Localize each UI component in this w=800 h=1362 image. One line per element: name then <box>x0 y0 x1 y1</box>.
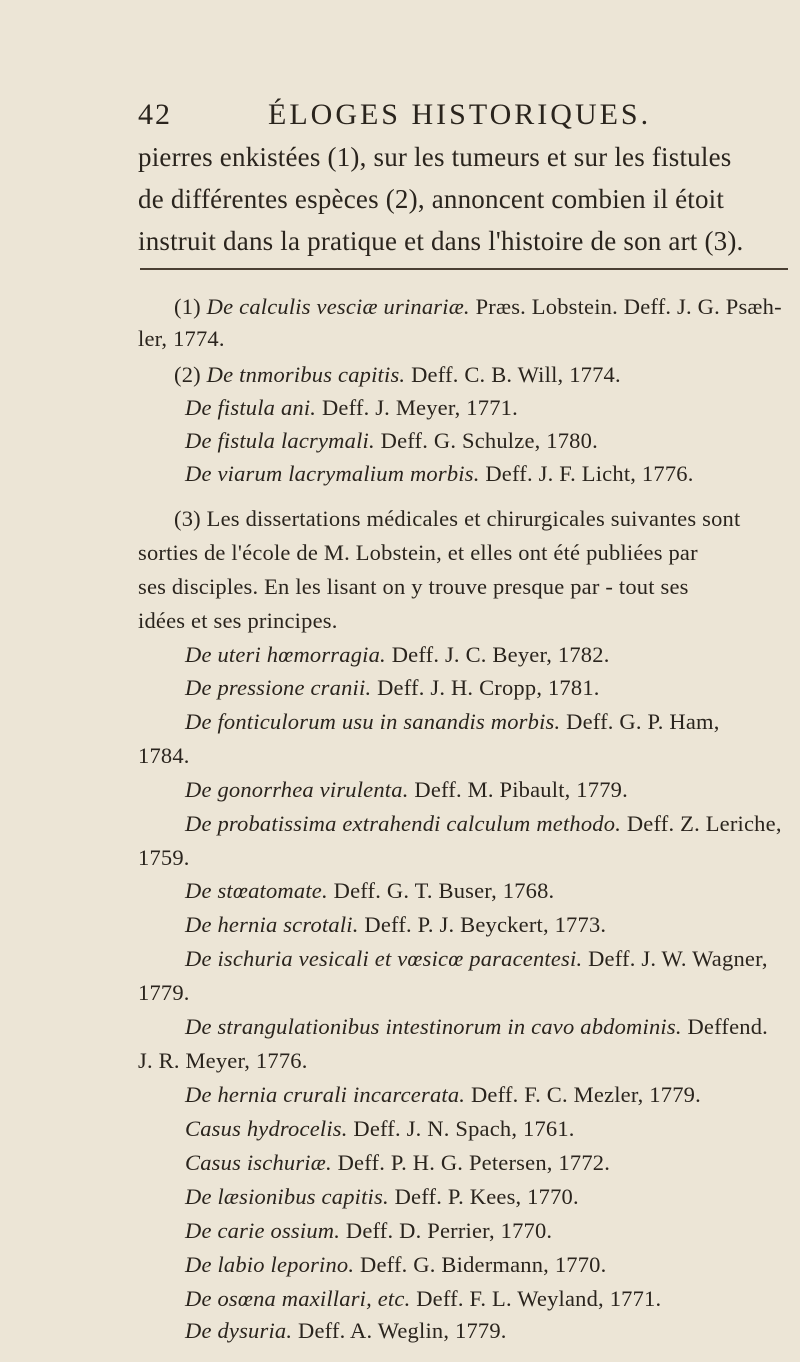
footnote-1-continuation: ler, 1774. <box>138 326 225 351</box>
latin-title: De viarum lacrymalium morbis. <box>185 461 480 486</box>
citation: Deff. A. Weglin, 1779. <box>298 1318 507 1343</box>
dissertation-entry <box>185 912 785 938</box>
footnote-text: sorties de l'école de M. Lobstein, et elles ont été publiées par <box>138 540 698 565</box>
latin-title: De hernia crurali incarcerata. <box>185 1082 466 1107</box>
footnote-entry <box>185 395 785 421</box>
dissertation-entry-continuation: 1779. <box>138 980 190 1005</box>
footnote-divider <box>140 268 788 270</box>
footnote-1 <box>174 294 788 320</box>
citation: Deff. P. Kees, 1770. <box>394 1184 579 1209</box>
citation: Deff. D. Perrier, 1770. <box>345 1218 553 1243</box>
latin-title: De fistula lacrymali. <box>185 428 375 453</box>
citation: Deff. P. J. Beyckert, 1773. <box>364 912 607 937</box>
dissertation-entry-continuation: J. R. Meyer, 1776. <box>138 1048 308 1073</box>
footnote-entry <box>185 428 785 454</box>
citation: Deff. G. Schulze, 1780. <box>380 428 598 453</box>
footnote-marker: (3) <box>174 506 201 531</box>
citation: Deffend. <box>687 1014 769 1039</box>
dissertation-entry <box>185 1116 785 1142</box>
citation: Deff. Z. Leriche, <box>626 811 782 836</box>
latin-title: De hernia scrotali. <box>185 912 359 937</box>
latin-title: Casus ischuriæ. <box>185 1150 332 1175</box>
latin-title: De gonorrhea virulenta. <box>185 777 409 802</box>
latin-title: De tnmoribus capitis. <box>206 362 406 387</box>
footnote-entry <box>185 461 785 487</box>
dissertation-entry <box>185 1082 785 1108</box>
body-line: pierres enkistées (1), sur les tumeurs et sur les fistules <box>138 142 732 172</box>
dissertation-entry <box>185 811 785 837</box>
dissertation-entry <box>185 642 785 668</box>
latin-title: Casus hydrocelis. <box>185 1116 348 1141</box>
citation: Deff. M. Pibault, 1779. <box>414 777 628 802</box>
citation: Deff. G. P. Ham, <box>566 709 720 734</box>
citation: Deff. F. L. Weyland, 1771. <box>416 1286 662 1311</box>
dissertation-entry <box>185 675 785 701</box>
dissertation-entry <box>185 1318 785 1344</box>
latin-title: De labio leporino. <box>185 1252 355 1277</box>
citation: Deff. J. Meyer, 1771. <box>321 395 518 420</box>
dissertation-entry <box>185 1252 785 1278</box>
latin-title: De fistula ani. <box>185 395 317 420</box>
citation: Deff. J. W. Wagner, <box>588 946 768 971</box>
latin-title: De osœna maxillari, etc. <box>185 1286 411 1311</box>
latin-title: De calculis vesciæ urinariæ. <box>206 294 470 319</box>
page-number: 42 <box>138 98 172 131</box>
footnote-2 <box>174 362 788 388</box>
footnote-3 <box>174 506 788 532</box>
citation: Deff. G. T. Buser, 1768. <box>333 878 555 903</box>
citation: Deff. J. H. Cropp, 1781. <box>377 675 600 700</box>
citation: Deff. J. F. Licht, 1776. <box>485 461 694 486</box>
footnote-text: idées et ses principes. <box>138 608 338 633</box>
page-header <box>138 98 698 138</box>
latin-title: De fonticulorum usu in sanandis morbis. <box>185 709 561 734</box>
dissertation-entry <box>185 878 785 904</box>
body-line: de différentes espèces (2), annoncent combien il étoit <box>138 184 725 214</box>
latin-title: De læsionibus capitis. <box>185 1184 389 1209</box>
dissertation-entry <box>185 1286 785 1312</box>
body-line: instruit dans la pratique et dans l'histoire de son art (3). <box>138 226 744 256</box>
latin-title: De dysuria. <box>185 1318 293 1343</box>
footnote-text: Les dissertations médicales et chirurgicales suivantes sont <box>206 506 741 531</box>
citation: Deff. G. Bidermann, 1770. <box>360 1252 607 1277</box>
dissertation-entry <box>185 709 785 735</box>
dissertation-entry-continuation: 1784. <box>138 743 190 768</box>
citation: Deff. C. B. Will, 1774. <box>411 362 621 387</box>
dissertation-entry <box>185 777 785 803</box>
dissertation-entry <box>185 1150 785 1176</box>
latin-title: De ischuria vesicali et vœsicœ paracentesi. <box>185 946 583 971</box>
dissertation-entry <box>185 946 785 972</box>
latin-title: De strangulationibus intestinorum in cavo abdominis. <box>185 1014 682 1039</box>
dissertation-entry-continuation: 1759. <box>138 845 190 870</box>
dissertation-entry <box>185 1184 785 1210</box>
latin-title: De stœatomate. <box>185 878 328 903</box>
citation: Deff. J. N. Spach, 1761. <box>353 1116 575 1141</box>
citation: Deff. F. C. Mezler, 1779. <box>470 1082 701 1107</box>
latin-title: De carie ossium. <box>185 1218 341 1243</box>
citation: Deff. P. H. G. Petersen, 1772. <box>337 1150 611 1175</box>
latin-title: De uteri hœmorragia. <box>185 642 386 667</box>
footnote-marker: (1) <box>174 294 201 319</box>
latin-title: De pressione cranii. <box>185 675 372 700</box>
latin-title: De probatissima extrahendi calculum methodo. <box>185 811 622 836</box>
dissertation-entry <box>185 1218 785 1244</box>
running-title: ÉLOGES HISTORIQUES. <box>268 98 652 131</box>
footnote-marker: (2) <box>174 362 201 387</box>
dissertation-entry <box>185 1014 785 1040</box>
footnote-text: ses disciples. En les lisant on y trouve presque par - tout ses <box>138 574 689 599</box>
citation: Deff. J. C. Beyer, 1782. <box>391 642 610 667</box>
citation: Præs. Lobstein. Deff. J. G. Psæh- <box>475 294 782 319</box>
